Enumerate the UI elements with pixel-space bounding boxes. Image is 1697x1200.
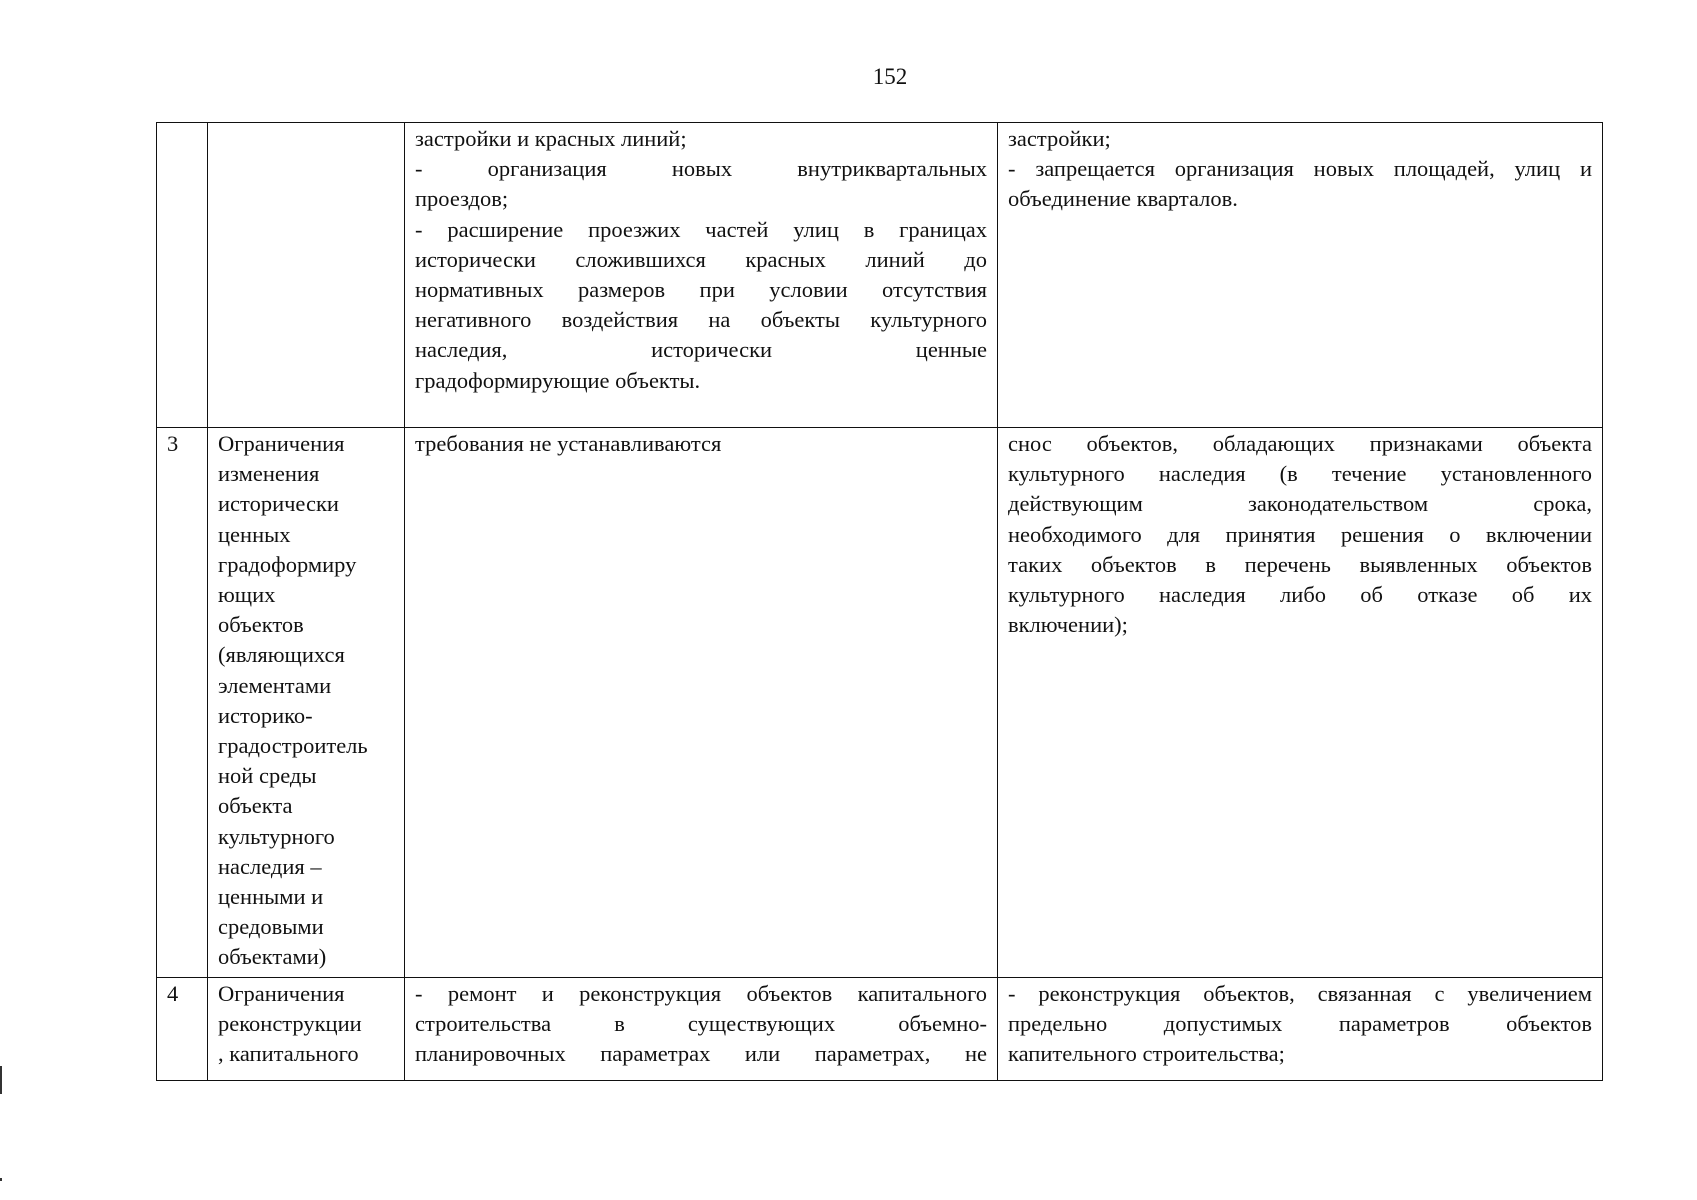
restriction-name-line: объектами) [218,944,327,970]
restriction-name-line: , капитального [218,1041,359,1067]
restriction-name-line: исторически [218,491,339,517]
prohibitions-cell [998,428,1603,978]
restriction-name-cell [208,123,405,428]
restriction-name-line: культурного [218,823,335,849]
restriction-name-line: (являющихся [218,642,345,668]
prohibitions-cell [998,978,1603,1081]
text-line: культурного наследия (в течение установленного [1008,461,1592,487]
restriction-name-line: ной среды [218,763,317,789]
restrictions-table [156,122,1603,1081]
text-line: строительства в существующих объемно- [415,1011,987,1037]
prohibitions-cell [998,123,1603,428]
restriction-name-line: объекта [218,793,293,819]
text-line: нормативных размеров при условии отсутствия [415,277,987,303]
requirements-cell [405,428,998,978]
text-line: застройки; [1008,126,1111,151]
requirements-cell [405,123,998,428]
text-line: - запрещается организация новых площадей, улиц и [1008,156,1592,182]
row-number-cell: 3 [157,428,208,978]
text-line: планировочных параметрах или параметрах, не [415,1041,987,1067]
text-line: действующим законодательством срока, [1008,491,1592,517]
text-line: таких объектов в перечень выявленных объектов [1008,551,1592,577]
text-line: - реконструкция объектов, связанная с увеличением [1008,981,1592,1006]
restriction-name-line: реконструкции [218,1011,362,1037]
text-line: требования не устанавливаются [415,431,722,456]
requirements-cell [405,978,998,1081]
restriction-name-line: ценных [218,521,291,547]
text-line: предельно допустимых параметров объектов [1008,1011,1592,1037]
text-line: снос объектов, обладающих признаками объекта [1008,431,1592,456]
restriction-name-line: градостроитель [218,733,368,759]
text-line: исторически сложившихся красных линий до [415,246,987,272]
text-line: включении); [1008,612,1128,638]
text-line: застройки и красных линий; [415,126,687,151]
text-line: необходимого для принятия решения о включении [1008,521,1592,547]
text-line: - ремонт и реконструкция объектов капитального [415,981,987,1006]
margin-mark [0,1178,2,1181]
text-line: объединение кварталов. [1008,186,1238,212]
restriction-name-line: наследия – [218,853,322,879]
table-row [157,978,1603,1081]
restriction-name-line: ющих [218,582,276,608]
restriction-name-line: градоформиру [218,551,357,577]
restriction-name-cell [208,978,405,1081]
restriction-name-line: элементами [218,672,332,698]
row-number-cell [157,123,208,428]
restriction-name-line: объектов [218,612,304,638]
restriction-name-line: ценными и [218,884,324,910]
text-line: капительного строительства; [1008,1041,1285,1067]
restriction-name-line: изменения [218,461,320,487]
restriction-name-line: Ограничения [218,431,345,456]
text-line: - расширение проезжих частей улиц в границах [415,216,987,242]
restriction-name-line: Ограничения [218,981,345,1006]
restriction-name-line: средовыми [218,914,324,940]
margin-mark [0,1066,2,1094]
text-line: культурного наследия либо об отказе об их [1008,582,1592,608]
restriction-name-cell [208,428,405,978]
table-row [157,428,1603,978]
text-line: наследия, исторически ценные [415,337,987,363]
table-row [157,123,1603,428]
page-number: 152 [872,64,908,89]
restriction-name-line: историко- [218,702,313,728]
text-line: - организация новых внутриквартальных [415,156,987,182]
row-number-cell: 4 [157,978,208,1081]
text-line: проездов; [415,186,509,212]
text-line: негативного воздействия на объекты культурного [415,307,987,333]
text-line: градоформирующие объекты. [415,367,701,393]
